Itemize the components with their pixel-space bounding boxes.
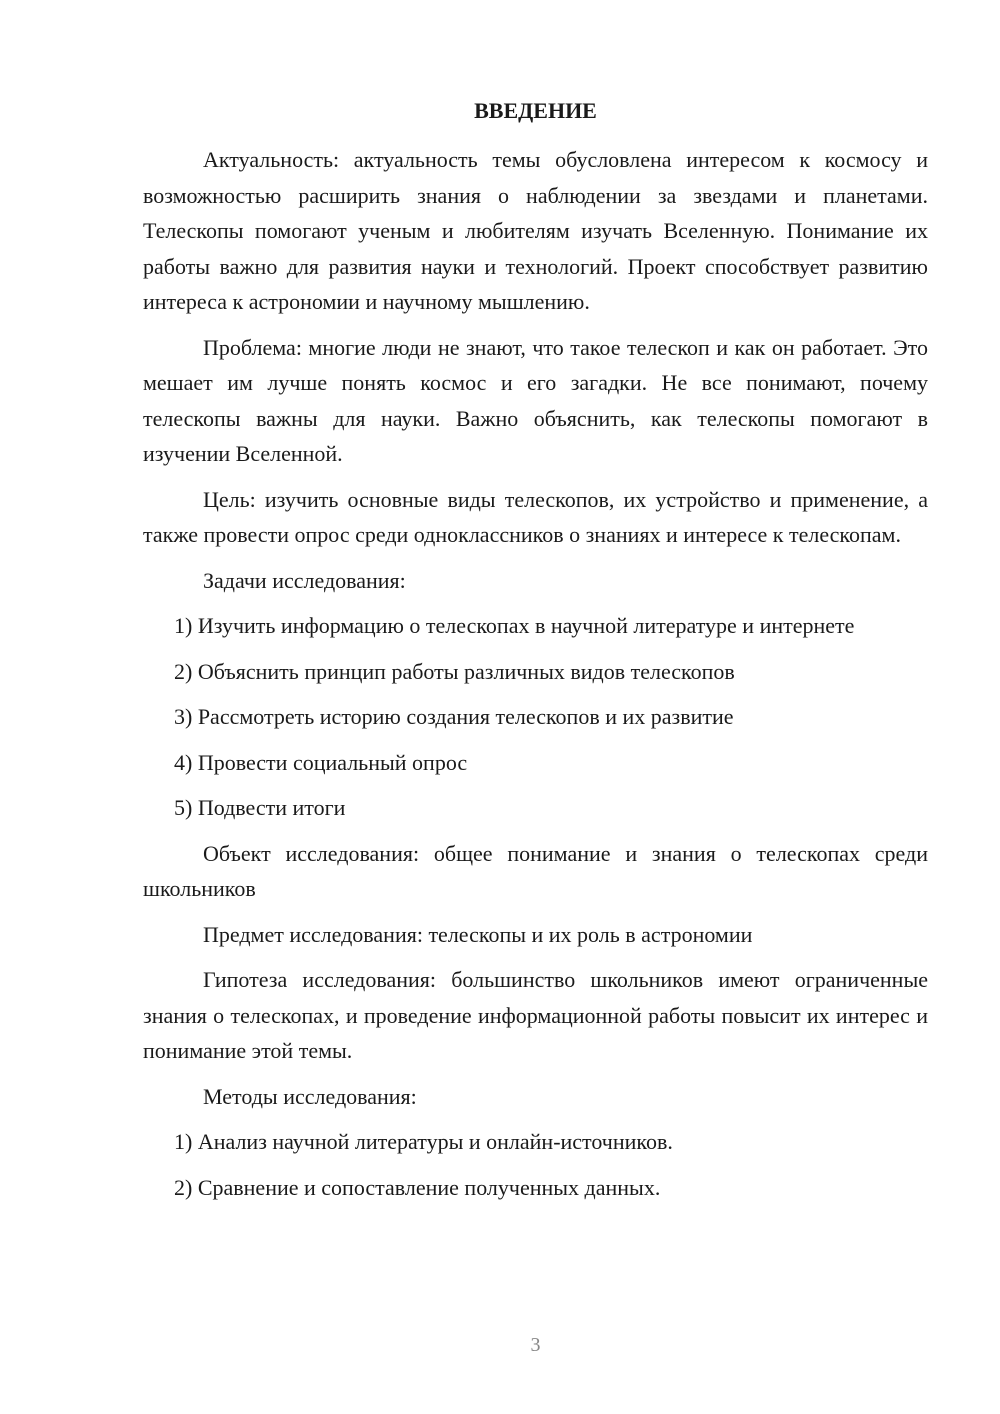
- task-item: 1) Изучить информацию о телескопах в научной литературе и интернете: [174, 613, 855, 638]
- goal-paragraph: Цель: изучить основные виды телескопов, их устройство и применение, а также провести опрос среди одноклассников о знаниях и интересе к телескопам.: [143, 486, 928, 547]
- hypothesis-paragraph: Гипотеза исследования: большинство школьников имеют ограниченные знания о телескопах, и проведение информационной работы повысит их интерес и понимание этой темы.: [143, 967, 928, 1063]
- object-paragraph: Объект исследования: общее понимание и знания о телескопах среди школьников: [143, 840, 928, 901]
- body-text: [143, 142, 928, 1215]
- relevance-paragraph: Актуальность: актуальность темы обусловлена интересом к космосу и возможностью расширить знания о наблюдении за звездами и планетами. Телескопы помогают ученым и любителям изучать Вселенную. Понимание их работы важно для развития науки и технологий. Проект способствует развитию интереса к астрономии и научному мышлению.: [143, 147, 928, 314]
- task-item: 5) Подвести итоги: [174, 795, 346, 820]
- document-page: [143, 0, 928, 1414]
- task-item: 4) Провести социальный опрос: [174, 749, 468, 775]
- task-item: 2) Объяснить принцип работы различных видов телескопов: [174, 658, 735, 684]
- page-number: 3: [530, 1334, 541, 1356]
- tasks-heading: Задачи исследования:: [203, 567, 406, 593]
- task-item: 3) Рассмотреть историю создания телескопов и их развитие: [174, 704, 734, 729]
- subject-paragraph: Предмет исследования: телескопы и их роль в астрономии: [203, 921, 753, 947]
- method-item: 2) Сравнение и сопоставление полученных данных.: [174, 1174, 661, 1200]
- method-item: 1) Анализ научной литературы и онлайн-источников.: [174, 1129, 673, 1154]
- problem-paragraph: Проблема: многие люди не знают, что такое телескоп и как он работает. Это мешает им лучше понять космос и его загадки. Не все понимают, почему телескопы важны для науки. Важно объяснить, как телескопы помогают в изучении Вселенной.: [143, 334, 928, 466]
- section-title: ВВЕДЕНИЕ: [474, 98, 597, 123]
- methods-heading: Методы исследования:: [203, 1083, 417, 1109]
